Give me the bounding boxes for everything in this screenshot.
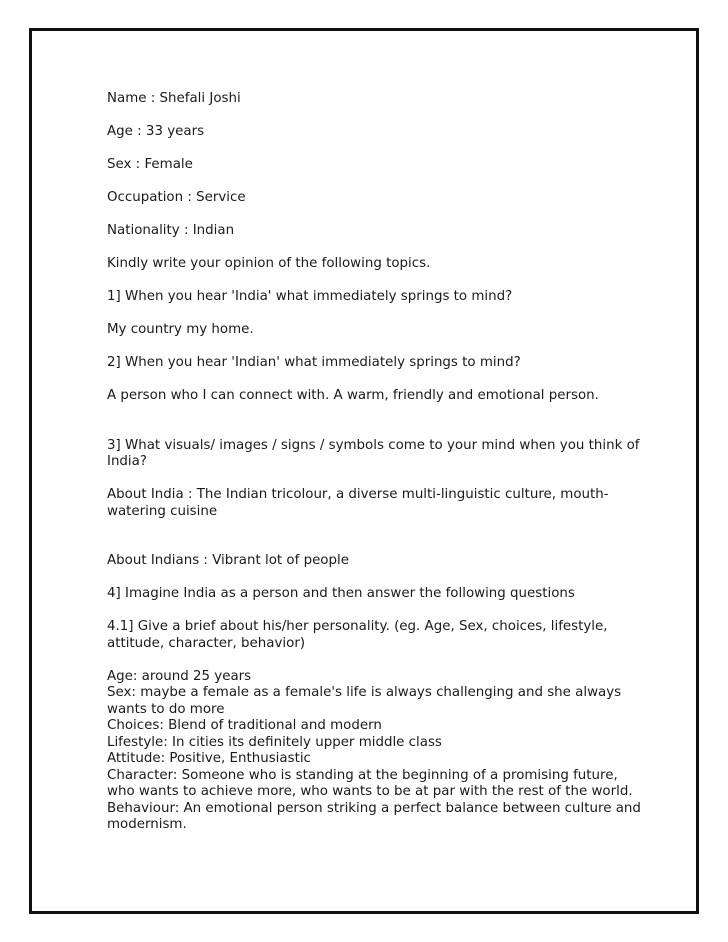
answer-1: My country my home. xyxy=(107,322,254,337)
question-4-1: 4.1] Give a brief about his/her personality. (eg. Age, Sex, choices, lifestyle, attitude, character, behavior) xyxy=(107,619,608,651)
question-4: 4] Imagine India as a person and then answer the following questions xyxy=(107,586,575,601)
answer-choices: Choices: Blend of traditional and modern xyxy=(107,718,382,733)
answer-2: A person who I can connect with. A warm, friendly and emotional person. xyxy=(107,388,599,403)
answer-behaviour: Behaviour: An emotional person striking a perfect balance between culture and modernism. xyxy=(107,800,641,832)
document-body xyxy=(107,91,647,834)
nationality-line: Nationality : Indian xyxy=(107,223,235,238)
answer-3-india: About India : The Indian tricolour, a diverse multi-linguistic culture, mouth-watering cuisine xyxy=(107,487,609,519)
age-line: Age : 33 years xyxy=(107,124,205,139)
answer-character: Character: Someone who is standing at the beginning of a promising future, who wants to achieve more, who wants to be at par with the rest of the world. xyxy=(107,767,633,799)
occupation-line: Occupation : Service xyxy=(107,190,246,205)
instruction-line: Kindly write your opinion of the following topics. xyxy=(107,256,431,271)
sex-line: Sex : Female xyxy=(107,157,193,172)
name-line: Name : Shefali Joshi xyxy=(107,91,241,106)
question-3: 3] What visuals/ images / signs / symbols come to your mind when you think of India? xyxy=(107,437,640,469)
answer-attitude: Attitude: Positive, Enthusiastic xyxy=(107,751,311,766)
question-2: 2] When you hear 'Indian' what immediately springs to mind? xyxy=(107,355,521,370)
answer-3-indians: About Indians : Vibrant lot of people xyxy=(107,553,349,568)
question-1: 1] When you hear 'India' what immediately springs to mind? xyxy=(107,289,513,304)
answer-lifestyle: Lifestyle: In cities its definitely upper middle class xyxy=(107,734,442,750)
personality-answers xyxy=(107,669,647,834)
answer-sex: Sex: maybe a female as a female's life is always challenging and she always wants to do more xyxy=(107,685,622,717)
answer-age: Age: around 25 years xyxy=(107,668,252,684)
